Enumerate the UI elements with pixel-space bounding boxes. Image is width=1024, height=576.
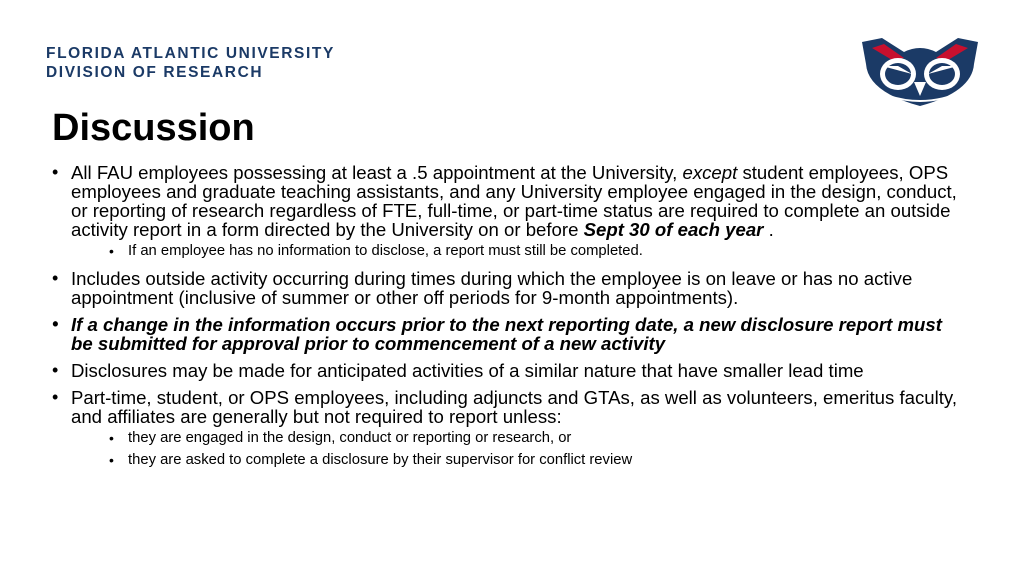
- bullet-anticipated-activities: • Disclosures may be made for anticipated activities of a similar nature that have smaller lead time: [52, 361, 957, 380]
- bullet-change-disclosure: • If a change in the information occurs prior to the next reporting date, a new disclosure report must be submitted for approval prior to commencement of a new activity: [52, 315, 957, 353]
- bullet-part-time-employees: • Part-time, student, or OPS employees, including adjuncts and GTAs, as well as volunteers, emeritus faculty, and affiliates are generally but not required to report unless: • they are engaged in the design, conduct or reporting or research, or • they are asked to complete a disclosure by their supervisor for conflict review: [52, 388, 957, 470]
- bullet-list: [52, 163, 957, 478]
- sub-bullet-research: • they are engaged in the design, conduct or reporting or research, or: [71, 429, 957, 448]
- bullet-leave-activity: • Includes outside activity occurring during times during which the employee is on leave or has no active appointment (inclusive of summer or other off periods for 9-month appointments).: [52, 269, 957, 307]
- sub-bullet-no-info: • If an employee has no information to disclose, a report must still be completed.: [71, 242, 957, 261]
- owl-logo-icon: [852, 30, 988, 108]
- division-header: [46, 44, 335, 82]
- bullet-fau-employees: • All FAU employees possessing at least a .5 appointment at the University, except student employees, OPS employees and graduate teaching assistants, and any University employee engaged in the design, conduct, or reporting of research regardless of FTE, full-time, or part-time status are required to complete an outside activity report in a form directed by the University on or before Sept 30 of each year . • If an employee has no information to disclose, a report must still be completed.: [52, 163, 957, 261]
- sub-bullet-supervisor: • they are asked to complete a disclosure by their supervisor for conflict review: [71, 451, 957, 470]
- header-division: DIVISION OF RESEARCH: [46, 64, 264, 81]
- page-title: Discussion: [52, 107, 255, 149]
- header-university: FLORIDA ATLANTIC UNIVERSITY: [46, 45, 335, 62]
